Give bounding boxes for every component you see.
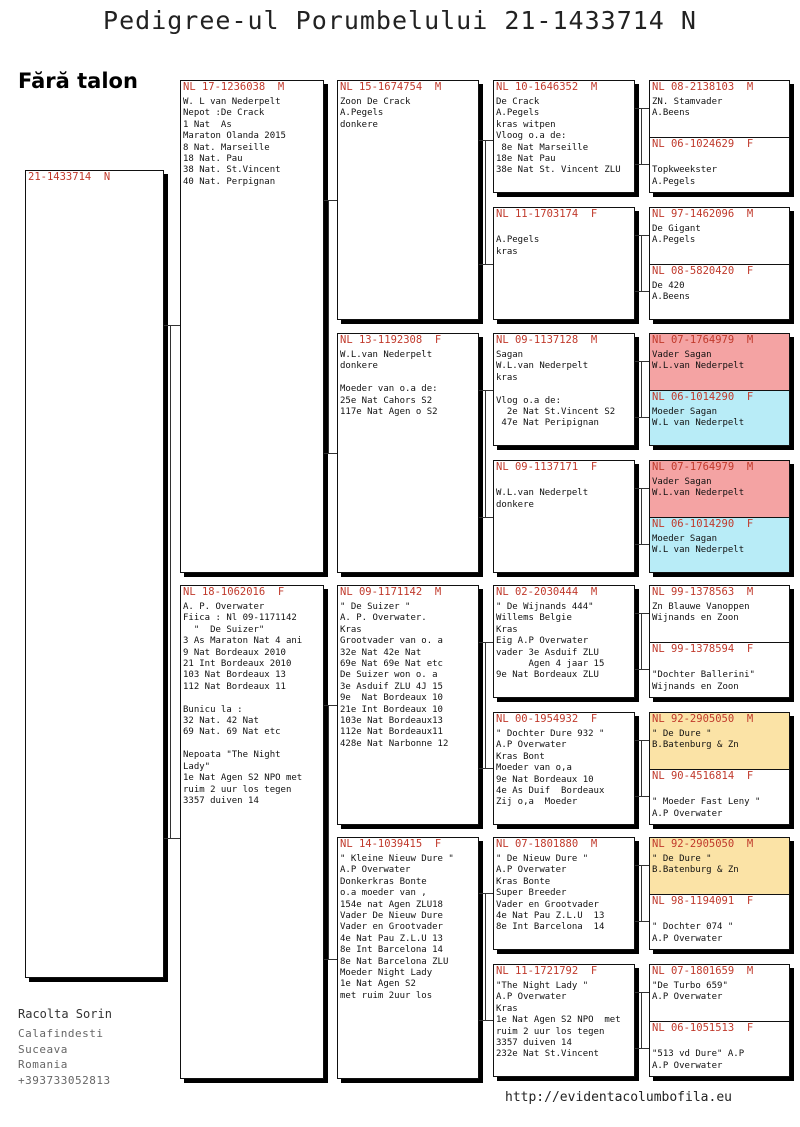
connector-line <box>324 959 337 960</box>
connector-line <box>170 325 171 838</box>
pigeon-box <box>338 586 478 824</box>
pigeon-description: " Moeder Fast Leny " A.P Overwater <box>652 797 761 819</box>
great-great-grandparent-box[interactable] <box>650 838 789 894</box>
connector-line <box>635 669 649 670</box>
ring-number: NL 07-1801880 M <box>496 838 598 850</box>
connector-line <box>635 796 649 797</box>
ring-number: NL 99-1378563 M <box>652 586 754 598</box>
ring-number: NL 92-2905050 M <box>652 838 754 850</box>
connector-line <box>641 740 642 796</box>
connector-line <box>164 838 180 839</box>
ring-number: NL 14-1039415 F <box>340 838 442 850</box>
pigeon-box <box>494 838 634 949</box>
great-great-grandparents-card[interactable] <box>649 460 790 573</box>
sire-card[interactable] <box>180 80 324 573</box>
connector-line <box>164 325 180 326</box>
connector-line <box>635 235 649 236</box>
pigeon-description: "The Night Lady " A.P Overwater Kras 1e Nat Agen S2 NPO met ruim 2 uur los tegen 3357 duiven 14 232e Nat St.Vincent <box>496 981 621 1060</box>
pigeon-description: De Crack A.Pegels kras witpen Vloog o.a de: 8e Nat Marseille 18e Nat Pau 38e Nat St. Vincent ZLU <box>496 97 621 176</box>
great-great-grandparents-card[interactable] <box>649 333 790 446</box>
connector-line <box>485 140 486 264</box>
ring-number: NL 00-1954932 F <box>496 713 598 725</box>
connector-line <box>485 642 486 768</box>
ring-number: NL 10-1646352 M <box>496 81 598 93</box>
pigeon-box <box>494 208 634 319</box>
pigeon-description: " De Dure " B.Batenburg & Zn <box>652 854 739 876</box>
great-grandparent-card[interactable] <box>493 964 635 1077</box>
pigeon-description: De 420 A.Beens <box>652 281 690 303</box>
pigeon-description: Vader Sagan W.L.van Nederpelt <box>652 350 745 372</box>
great-great-grandparent-box[interactable] <box>650 264 789 319</box>
ring-number: NL 90-4516814 F <box>652 770 754 782</box>
pigeon-description: W.L.van Nederpelt donkere Moeder van o.a de: 25e Nat Cahors S2 117e Nat Agen o S2 <box>340 350 438 418</box>
connector-line <box>485 390 486 517</box>
owner-phone: +393733052813 <box>18 1073 111 1087</box>
ring-number: NL 08-2138103 M <box>652 81 754 93</box>
pigeon-description: A.Pegels kras <box>496 235 540 257</box>
connector-line <box>324 200 337 201</box>
ring-number: NL 09-1171142 M <box>340 586 442 598</box>
connector-line <box>479 264 493 265</box>
connector-line <box>635 1048 649 1049</box>
pigeon-description: W.L.van Nederpelt donkere <box>496 488 589 510</box>
pigeon-box <box>494 965 634 1076</box>
connector-line <box>641 235 642 291</box>
pigeon-box <box>494 81 634 192</box>
pigeon-box <box>494 713 634 824</box>
ring-number: NL 18-1062016 F <box>183 586 285 598</box>
ring-number: NL 97-1462096 M <box>652 208 754 220</box>
great-grandparent-card[interactable] <box>493 460 635 573</box>
connector-line <box>635 108 649 109</box>
pigeon-description: Vader Sagan W.L.van Nederpelt <box>652 477 745 499</box>
pigeon-description: " De Nieuw Dure " A.P Overwater Kras Bonte Super Breeder Vader en Grootvader 4e Nat Pau Z.L.U 13 8e Int Barcelona 14 <box>496 854 605 933</box>
connector-line <box>485 893 486 1020</box>
pigeon-box <box>181 586 323 1078</box>
pigeon-box <box>338 81 478 319</box>
connector-line <box>635 488 649 489</box>
great-great-grandparent-box[interactable] <box>650 769 789 824</box>
ring-number: NL 98-1194091 F <box>652 895 754 907</box>
connector-line <box>641 488 642 544</box>
great-great-grandparents-card[interactable] <box>649 837 790 950</box>
owner-info <box>18 1007 112 1088</box>
pigeon-description: Sagan W.L.van Nederpelt kras Vlog o.a de: 2e Nat St.Vincent S2 47e Nat Peripignan <box>496 350 616 429</box>
connector-line <box>641 613 642 669</box>
pigeon-box <box>494 334 634 445</box>
connector-line <box>641 108 642 164</box>
pigeon-box <box>494 461 634 572</box>
pigeon-description: Moeder Sagan W.L van Nederpelt <box>652 407 745 429</box>
ring-number: NL 92-2905050 M <box>652 713 754 725</box>
ring-number: NL 07-1764979 M <box>652 334 754 346</box>
great-great-grandparent-box[interactable] <box>650 517 789 572</box>
pigeon-box <box>338 838 478 1078</box>
connector-line <box>635 613 649 614</box>
no-coupon-badge: Fără talon <box>18 69 138 93</box>
ring-number: NL 06-1051513 F <box>652 1022 754 1034</box>
pigeon-description: " De Wijnands 444" Willems Belgie Kras Eig A.P Overwater vader 3e Asduif ZLU Agen 4 jaar 15 9e Nat Bordeaux ZLU <box>496 602 605 681</box>
pigeon-description: " Dochter Dure 932 " A.P Overwater Kras Bont Moeder van o,a 9e Nat Bordeaux 10 4e As Duif Bordeaux Zij o,a Moeder <box>496 729 605 808</box>
connector-line <box>324 705 337 706</box>
website-link[interactable]: http://evidentacolumbofila.eu <box>505 1090 732 1105</box>
ring-number: NL 99-1378594 F <box>652 643 754 655</box>
great-great-grandparent-box[interactable] <box>650 461 789 517</box>
great-great-grandparents-card[interactable] <box>649 964 790 1077</box>
connector-line <box>479 1020 493 1021</box>
connector-line <box>635 417 649 418</box>
pigeon-description: A. P. Overwater Fiica : Nl 09-1171142 " De Suizer" 3 As Maraton Nat 4 ani 9 Nat Bordeaux 2010 21 Int Bordeaux 2010 103 Nat Bordeaux 13 112 Nat Bordeaux 11 Bunicu la : 32 Nat. 42 Nat 69 Nat. 69 Nat etc Nepoata "The Night Lady" 1e Nat Agen S2 NPO met ruim 2 uur los tegen 3357 duiven 14 <box>183 602 303 806</box>
ring-number: NL 15-1674754 M <box>340 81 442 93</box>
pigeon-description: Topkweekster A.Pegels <box>652 165 718 187</box>
connector-line <box>479 642 493 643</box>
connector-line <box>641 361 642 417</box>
ring-number: NL 02-2030444 M <box>496 586 598 598</box>
great-great-grandparent-box[interactable] <box>650 334 789 390</box>
connector-line <box>641 865 642 921</box>
pigeon-description: "Dochter Ballerini" Wijnands en Zoon <box>652 670 755 692</box>
great-great-grandparent-box[interactable] <box>650 965 789 1021</box>
great-great-grandparent-box[interactable] <box>650 81 789 137</box>
connector-line <box>324 453 337 454</box>
great-great-grandparent-box[interactable] <box>650 390 789 445</box>
ring-number: NL 08-5820420 F <box>652 265 754 277</box>
pigeon-description: Zoon De Crack A.Pegels donkere <box>340 97 411 130</box>
great-grandparent-card[interactable] <box>493 333 635 446</box>
pigeon-box <box>494 586 634 697</box>
pigeon-description: " Dochter 074 " A.P Overwater <box>652 922 734 944</box>
ring-number: NL 09-1137171 F <box>496 461 598 473</box>
great-grandparent-card[interactable] <box>493 207 635 320</box>
pigeon-description: " De Suizer " A. P. Overwater. Kras Grootvader van o. a 32e Nat 42e Nat 69e Nat 69e Nat etc De Suizer won o. a 3e Asduif ZLU 4J 15 9e Nat Bordeaux 10 21e Int Bordeaux 10 103e Nat Bordeaux13 112e Nat Bordeaux11 428e Nat Narbonne 12 <box>340 602 449 749</box>
connector-line <box>328 200 329 453</box>
connector-line <box>635 992 649 993</box>
connector-line <box>635 361 649 362</box>
ring-number: NL 11-1721792 F <box>496 965 598 977</box>
pigeon-description: " Kleine Nieuw Dure " A.P Overwater Donkerkras Bonte o.a moeder van , 154e nat Agen ZLU18 Vader De Nieuw Dure Vader en Grootvader 4e Nat Pau Z.L.U 13 8e Int Barcelona 14 8e Nat Barcelona ZLU Moeder Night Lady 1e Nat Agen S2 met ruim 2uur los <box>340 854 454 1001</box>
ring-number: NL 07-1801659 M <box>652 965 754 977</box>
connector-line <box>328 705 329 959</box>
pigeon-description: Zn Blauwe Vanoppen Wijnands en Zoon <box>652 602 750 624</box>
ring-number: NL 09-1137128 M <box>496 334 598 346</box>
great-great-grandparents-card[interactable] <box>649 80 790 193</box>
great-great-grandparent-box[interactable] <box>650 586 789 642</box>
connector-line <box>479 390 493 391</box>
grandparent-card[interactable] <box>337 585 479 825</box>
pigeon-box <box>26 171 163 977</box>
connector-line <box>479 893 493 894</box>
great-great-grandparent-box[interactable] <box>650 642 789 697</box>
pigeon-box <box>338 334 478 572</box>
ring-number: NL 06-1014290 F <box>652 518 754 530</box>
great-grandparent-card[interactable] <box>493 837 635 950</box>
pigeon-description: ZN. Stamvader A.Beens <box>652 97 723 119</box>
connector-line <box>635 865 649 866</box>
great-grandparent-card[interactable] <box>493 80 635 193</box>
connector-line <box>635 291 649 292</box>
ring-number: 21-1433714 N <box>28 171 111 183</box>
connector-line <box>635 921 649 922</box>
great-great-grandparents-card[interactable] <box>649 207 790 320</box>
grandparent-card[interactable] <box>337 837 479 1079</box>
pigeon-description: "513 vd Dure" A.P A.P Overwater <box>652 1049 745 1071</box>
ring-number: NL 07-1764979 M <box>652 461 754 473</box>
great-great-grandparent-box[interactable] <box>650 713 789 769</box>
owner-line: Suceava <box>18 1042 68 1056</box>
pigeon-description: De Gigant A.Pegels <box>652 224 701 246</box>
ring-number: NL 17-1236038 M <box>183 81 285 93</box>
connector-line <box>635 164 649 165</box>
ring-number: NL 06-1024629 F <box>652 138 754 150</box>
great-great-grandparents-card[interactable] <box>649 712 790 825</box>
great-great-grandparent-box[interactable] <box>650 208 789 264</box>
great-great-grandparent-box[interactable] <box>650 894 789 949</box>
connector-line <box>635 740 649 741</box>
ring-number: NL 11-1703174 F <box>496 208 598 220</box>
owner-name: Racolta Sorin <box>18 1007 112 1021</box>
ring-number: NL 06-1014290 F <box>652 391 754 403</box>
grandparent-card[interactable] <box>337 80 479 320</box>
ring-number: NL 13-1192308 F <box>340 334 442 346</box>
connector-line <box>479 517 493 518</box>
connector-line <box>479 140 493 141</box>
great-grandparent-card[interactable] <box>493 712 635 825</box>
connector-line <box>635 544 649 545</box>
pigeon-description: W. L van Nederpelt Nepot :De Crack 1 Nat As Maraton Olanda 2015 8 Nat. Marseille 18 Nat. Pau 38 Nat. St.Vincent 40 Nat. Perpignan <box>183 97 286 187</box>
grandparent-card[interactable] <box>337 333 479 573</box>
connector-line <box>479 768 493 769</box>
page-title: Pedigree-ul Porumbelului 21-1433714 N <box>103 6 697 35</box>
great-great-grandparents-card[interactable] <box>649 585 790 698</box>
dam-card[interactable] <box>180 585 324 1079</box>
pigeon-description: Moeder Sagan W.L van Nederpelt <box>652 534 745 556</box>
pigeon-box <box>181 81 323 572</box>
connector-line <box>641 992 642 1048</box>
great-great-grandparent-box[interactable] <box>650 137 789 192</box>
pigeon-description: "De Turbo 659" A.P Overwater <box>652 981 728 1003</box>
owner-line: Calafindesti <box>18 1027 104 1040</box>
subject-pigeon-card[interactable] <box>25 170 164 978</box>
owner-line: Romania <box>18 1058 68 1071</box>
great-great-grandparent-box[interactable] <box>650 1021 789 1076</box>
great-grandparent-card[interactable] <box>493 585 635 698</box>
pigeon-description: " De Dure " B.Batenburg & Zn <box>652 729 739 751</box>
